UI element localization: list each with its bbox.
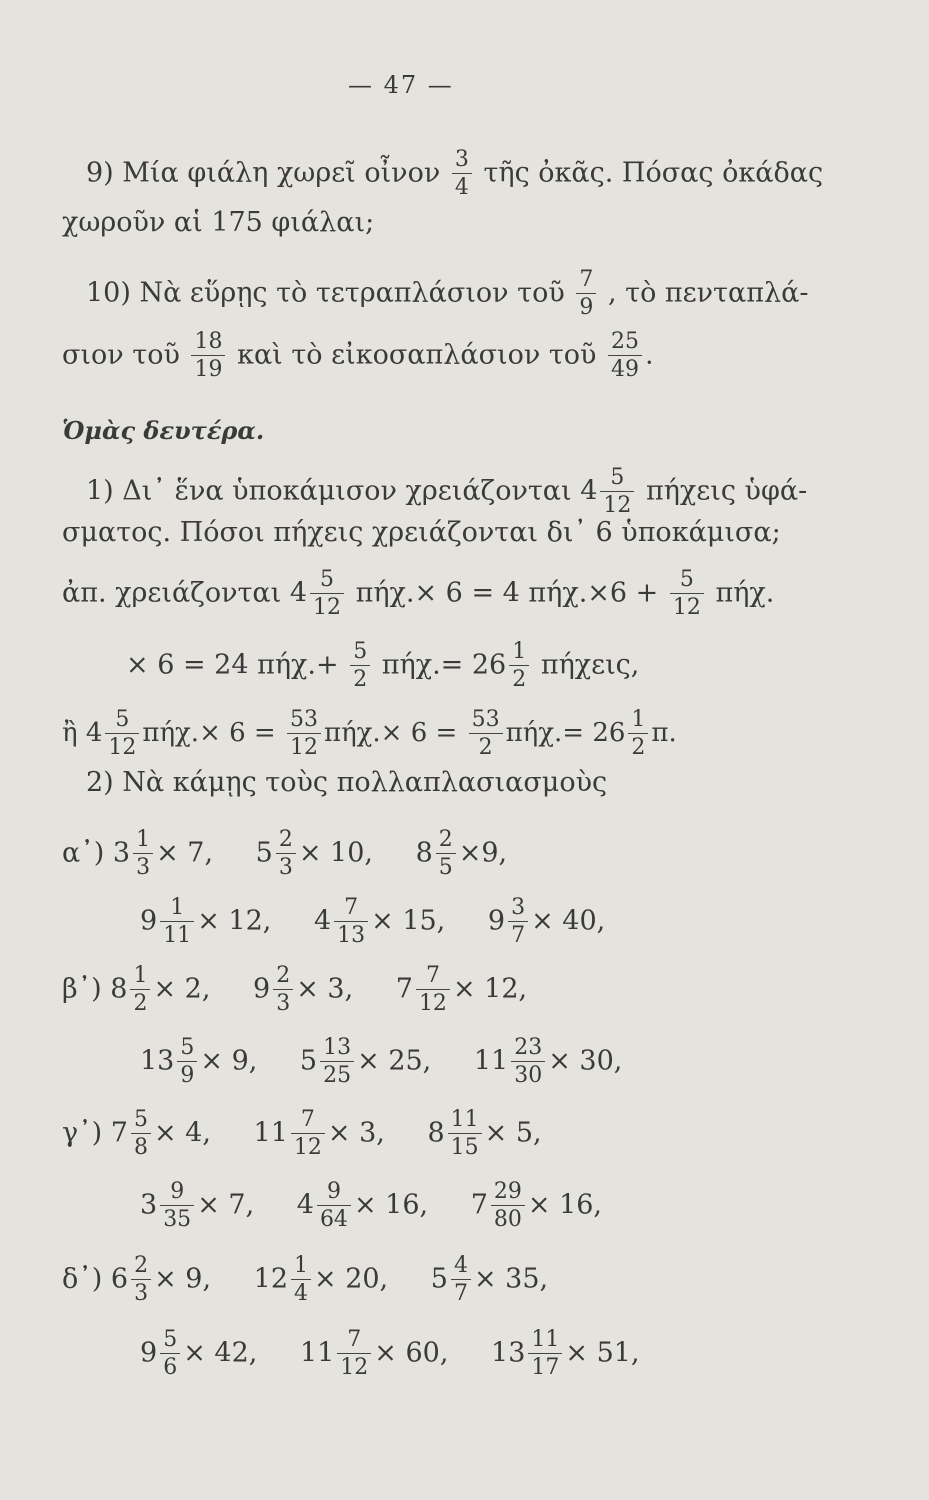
fraction: $\frac{1}{3}$ (133, 828, 153, 880)
problem-9-line-1: 9) Μία φιάλη χωρεῖ οἶνον $\frac{3}{4}$ τῆς ὀκᾶς. Πόσας ὀκάδας (86, 147, 824, 200)
group-d-row-1: δ᾽) 6 $\frac{2}{3}$ × 9, 12 $\frac{1}{4}$ × 20, 5 $\frac{4}{7}$ × 35, (62, 1253, 549, 1306)
fraction: $\frac{18}{19}$ (191, 330, 225, 382)
fraction: $\frac{23}{30}$ (511, 1036, 545, 1088)
group-a-row-1: α᾽) 3 $\frac{1}{3}$ × 7, 5 $\frac{2}{3}$ × 10, 8 $\frac{2}{5}$ ×9, (62, 827, 508, 880)
fraction: $\frac{5}{6}$ (160, 1328, 180, 1380)
exercise-1-line-2: σματος. Πόσοι πήχεις χρειάζονται δι᾽ 6 ὑποκάμισα; (62, 517, 781, 548)
fraction: $\frac{11}{15}$ (448, 1108, 482, 1160)
fraction: $\frac{5}{12}$ (310, 568, 344, 620)
fraction: $\frac{1}{4}$ (291, 1254, 311, 1306)
fraction: $\frac{1}{2}$ (130, 964, 150, 1016)
fraction: $\frac{2}{3}$ (273, 964, 293, 1016)
fraction: $\frac{1}{11}$ (160, 896, 194, 948)
group-c-row-1: γ᾽) 7 $\frac{5}{8}$ × 4, 11 $\frac{7}{12}$ × 3, 8 $\frac{11}{15}$ × 5, (62, 1107, 542, 1160)
fraction: $\frac{29}{80}$ (491, 1180, 525, 1232)
fraction: $\frac{3}{7}$ (508, 896, 528, 948)
solution-line-3: ἢ 4 $\frac{5}{12}$ πήχ.× 6 = $\frac{53}{12}$ πήχ.× 6 = $\frac{53}{2}$ πήχ.= 26 $\frac{1}{2}$ π. (62, 707, 677, 760)
exercise-2-title: 2) Νὰ κάμῃς τοὺς πολλαπλασιασμοὺς (86, 767, 608, 798)
group-a-row-2: 9 $\frac{1}{11}$ × 12, 4 $\frac{7}{13}$ × 15, 9 $\frac{3}{7}$ × 40, (140, 895, 606, 948)
fraction: $\frac{1}{2}$ (509, 640, 529, 692)
fraction: $\frac{5}{12}$ (105, 708, 139, 760)
fraction: $\frac{2}{3}$ (276, 828, 296, 880)
problem-10-line-1: 10) Νὰ εὕρῃς τὸ τετραπλάσιον τοῦ $\frac{7}{9}$ , τὸ πενταπλά- (86, 267, 809, 320)
group-b-row-2: 13 $\frac{5}{9}$ × 9, 5 $\frac{13}{25}$ × 25, 11 $\frac{23}{30}$ × 30, (140, 1035, 623, 1088)
fraction: $\frac{7}{13}$ (334, 896, 368, 948)
fraction: $\frac{7}{12}$ (291, 1108, 325, 1160)
fraction: $\frac{7}{12}$ (337, 1328, 371, 1380)
problem-10-line-2: σιον τοῦ $\frac{18}{19}$ καὶ τὸ εἰκοσαπλάσιον τοῦ $\frac{25}{49}$ . (62, 329, 654, 382)
fraction: $\frac{13}{25}$ (320, 1036, 354, 1088)
fraction: $\frac{4}{7}$ (451, 1254, 471, 1306)
fraction: $\frac{5}{2}$ (350, 640, 370, 692)
fraction: $\frac{1}{2}$ (628, 708, 648, 760)
section-heading: Ὁμὰς δευτέρα. (62, 416, 265, 445)
fraction: $\frac{5}{8}$ (131, 1108, 151, 1160)
fraction: $\frac{7}{12}$ (416, 964, 450, 1016)
fraction: $\frac{2}{3}$ (131, 1254, 151, 1306)
fraction: $\frac{9}{35}$ (160, 1180, 194, 1232)
fraction: $\frac{5}{9}$ (177, 1036, 197, 1088)
solution-line-1: ἀπ. χρειάζονται 4 $\frac{5}{12}$ πήχ.× 6 = 4 πήχ.×6 + $\frac{5}{12}$ πήχ. (62, 567, 775, 620)
solution-line-2: × 6 = 24 πήχ.+ $\frac{5}{2}$ πήχ.= 26 $\frac{1}{2}$ πήχεις, (126, 639, 640, 692)
fraction: $\frac{5}{12}$ (600, 466, 634, 518)
group-c-row-2: 3 $\frac{9}{35}$ × 7, 4 $\frac{9}{64}$ × 16, 7 $\frac{29}{80}$ × 16, (140, 1179, 603, 1232)
page-number: — 47 — (348, 71, 454, 99)
fraction: $\frac{3}{4}$ (452, 148, 472, 200)
fraction: $\frac{7}{9}$ (576, 268, 596, 320)
fraction: $\frac{9}{64}$ (317, 1180, 351, 1232)
fraction: $\frac{2}{5}$ (436, 828, 456, 880)
group-d-row-2: 9 $\frac{5}{6}$ × 42, 11 $\frac{7}{12}$ × 60, 13 $\frac{11}{17}$ × 51, (140, 1327, 640, 1380)
fraction: $\frac{5}{12}$ (670, 568, 704, 620)
fraction: $\frac{11}{17}$ (528, 1328, 562, 1380)
fraction: $\frac{53}{12}$ (287, 708, 321, 760)
exercise-1-line-1: 1) Δι᾽ ἕνα ὑποκάμισον χρειάζονται 4 $\frac{5}{12}$ πήχεις ὑφά- (86, 465, 808, 518)
fraction: $\frac{25}{49}$ (608, 330, 642, 382)
fraction: $\frac{53}{2}$ (469, 708, 503, 760)
problem-9-line-2: χωροῦν αἱ 175 φιάλαι; (62, 207, 375, 238)
group-b-row-1: β᾽) 8 $\frac{1}{2}$ × 2, 9 $\frac{2}{3}$ × 3, 7 $\frac{7}{12}$ × 12, (62, 963, 528, 1016)
